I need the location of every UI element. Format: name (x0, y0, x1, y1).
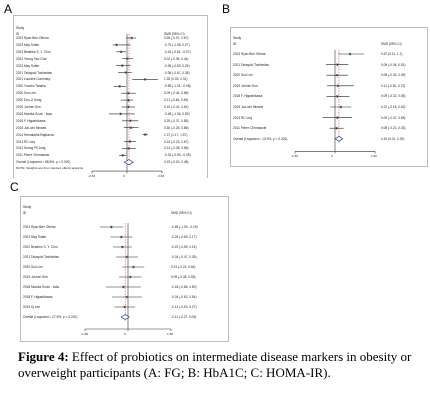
forest-header-effect: SMD (95% CI) (164, 32, 185, 36)
study-effect-text: 0.22 (-0.18, 0.62) (381, 105, 406, 109)
study-label: 2020 Soo Lim (16, 91, 36, 96)
x-axis-tick-label: 0 (124, 332, 126, 336)
study-label: 2022 May Sotter (16, 63, 40, 68)
study-point-dot (121, 51, 122, 52)
study-point-dot (122, 246, 123, 247)
study-point-dot (116, 44, 117, 45)
study-label: 2022 Beatrice S. Y. Choi (16, 49, 51, 54)
x-axis-tick-label: -2.63 (88, 174, 96, 179)
study-effect-text: -0.18 (-0.86, 0.50) (171, 285, 197, 289)
study-point-dot (129, 141, 130, 142)
overall-effect-text: 0.15 (-0.20, 0.48) (164, 160, 189, 165)
panel-b-frame (230, 27, 428, 167)
forest-header-study: Study (23, 205, 32, 209)
study-point-dot (145, 134, 146, 135)
study-effect-text: -0.65 (-1.09, -0.19) (171, 225, 198, 229)
study-point-dot (130, 276, 131, 277)
forest-plot-a (14, 16, 207, 188)
study-label: 2018 F. Higashikawa (23, 295, 53, 299)
panel-label-b: B (222, 2, 231, 16)
study-effect-text: 0.09 (-0.34, 0.51) (381, 62, 406, 67)
forest-plot-c (21, 197, 228, 341)
study-point-dot (128, 100, 129, 101)
caption-text: Effect of probiotics on intermediate disease markers in obesity or overweight participants (A: FG; B: HbA1C; C: HOMA-IR). (18, 349, 412, 380)
x-axis-tick-label: 0 (331, 154, 333, 159)
study-label: 2023 Ryan Ben Othma (233, 52, 266, 56)
study-point-dot (125, 72, 126, 73)
forest-header-study: Study (16, 26, 25, 30)
study-point-dot (120, 113, 121, 114)
study-label: 2020 Soo Lim (233, 73, 253, 78)
study-effect-text: 0.57 (0.11, 1.1) (381, 52, 403, 56)
study-point-dot (349, 53, 350, 54)
study-point-dot (130, 120, 131, 121)
study-point-dot (122, 65, 123, 66)
panel-a-frame (13, 15, 208, 189)
study-label: 2020 Soo Lim (23, 265, 43, 269)
study-point-dot (131, 37, 132, 38)
study-point-dot (128, 148, 129, 149)
study-point-dot (133, 266, 134, 267)
study-label: 2015 Kj Lee (23, 305, 41, 309)
study-label: 2019 Jochen Kim (233, 83, 258, 88)
x-axis-tick-label: 1.52 (371, 154, 378, 159)
study-effect-text: -0.36 (-0.83, 0.26) (164, 63, 190, 68)
panel-label-a: A (4, 2, 13, 16)
study-effect-text: -0.08 (-0.67, 0.35) (164, 70, 190, 75)
x-axis-tick-label: -1.52 (291, 154, 299, 159)
study-effect-text: -0.04 (-0.62, 0.54) (171, 295, 197, 299)
study-label: 2019 Jochen Kim (16, 105, 41, 109)
x-axis-tick-label: 2.63 (158, 174, 165, 179)
study-label: 2023 May Sotter (23, 235, 47, 239)
study-point-dot (336, 128, 337, 129)
study-effect-text: 0.02 (-0.36, 0.44) (164, 56, 189, 61)
study-label: 2015 Jun-ichi Minami (233, 105, 264, 109)
forest-plot-canvas-c (21, 197, 228, 341)
study-point-dot (337, 64, 338, 65)
study-effect-text: 0.06 (-0.21, 0.33) (381, 126, 406, 131)
overall-diamond (335, 136, 342, 141)
study-label: 2021 Takayuki Toshimitsu (23, 255, 60, 259)
study-point-dot (126, 256, 127, 257)
caption-label: Figure 4: (18, 349, 69, 364)
study-point-dot (124, 306, 125, 307)
study-effect-text: -0.22 (-0.59, 0.15) (171, 245, 197, 249)
study-point-dot (111, 226, 112, 227)
forest-plot-b (231, 28, 427, 166)
study-point-dot (126, 296, 127, 297)
study-effect-text: -0.48 (-1.36, 0.59) (164, 111, 190, 116)
study-point-dot (122, 155, 123, 156)
overall-effect-text: -0.11 (-0.27, 0.05) (171, 315, 197, 319)
study-point-dot (337, 117, 338, 118)
study-label: 2020 Yunoko Tanaka (16, 84, 46, 89)
study-effect-text: 0.35 (-0.07, 0.67) (164, 36, 189, 40)
x-axis-tick-label: 1.68 (167, 332, 174, 336)
study-label: 2018 Monika Szulc - Iwko (23, 285, 60, 289)
panel-a (0, 0, 210, 190)
study-point-dot (119, 86, 120, 87)
overall-effect-text: 0.15 (0.01, 0.29) (381, 136, 405, 141)
study-effect-text: -0.04 (-0.47, 0.39) (171, 255, 197, 259)
study-point-dot (128, 106, 129, 107)
forest-note: NOTE: Weights are from random effects analysis (16, 166, 84, 171)
overall-label: Overall (I-squared = 27.5%, p = 0.202) (23, 315, 78, 319)
study-label: 2023 Ryan Ben Othma (23, 225, 56, 229)
study-label: 2020 Eun-Ji Song (16, 98, 42, 103)
panel-c (0, 178, 230, 343)
study-effect-text: 0.09 (-0.47, 0.65) (381, 115, 406, 120)
study-effect-text: 0.30 (-0.25, 0.86) (164, 125, 189, 130)
study-effect-text: -0.32 (-0.59, -0.05) (164, 153, 191, 158)
study-label: 2018 Monika Szulc - Iwko (16, 111, 53, 116)
study-label: 2021 Lourdes Cominsky (16, 77, 51, 82)
study-effect-text: -0.26 (-0.69, 0.17) (171, 235, 197, 239)
study-label: 2018 F. Higashikawa (233, 94, 263, 99)
overall-diamond (124, 160, 133, 165)
study-effect-text: -0.13 (-0.53, 0.27) (171, 305, 197, 309)
study-effect-text: 0.10 (-0.41, 0.61) (164, 105, 189, 109)
forest-header-effect: SMD (95% CI) (171, 211, 192, 215)
study-effect-text: 0.11 (-0.30, 0.72) (381, 83, 406, 88)
study-point-dot (127, 58, 128, 59)
study-label: 2022 Yeong Soo Chin (16, 56, 47, 61)
study-effect-text: 1.37 (1.17, 1.57) (164, 132, 188, 137)
panel-label-c: C (10, 180, 19, 194)
study-effect-text: 0.22 (-0.23, 0.67) (164, 139, 189, 144)
study-point-dot (128, 93, 129, 94)
study-effect-text: 0.14 (-0.38, 0.66) (164, 146, 189, 151)
study-effect-text: -0.79 (-1.08, 0.27) (164, 42, 190, 47)
study-label: 2022 Beatrice S. Y. Choi (23, 245, 58, 249)
forest-header-id: ID (233, 42, 237, 46)
overall-label: Overall (I-squared = 88.8%, p = 0.000) (16, 160, 71, 165)
study-label: 2023 May Sotter (16, 42, 40, 47)
study-label: 2021 Takayuki Toshimitsu (233, 62, 270, 67)
study-label: 2018 F. Higashikawa (16, 118, 46, 123)
study-label: 2019 Jochen Kim (23, 275, 48, 279)
study-label: 2014 Hemalatha Rajkumar (16, 132, 54, 137)
study-point-dot (123, 286, 124, 287)
x-axis-tick-label: 0 (123, 174, 125, 179)
study-label: 2012 Seung Pil Jung (16, 146, 46, 151)
study-label: 2011 Pierre Chirmauste (233, 126, 267, 131)
study-label: 2013 RC Izzy (16, 139, 36, 144)
study-effect-text: 0.09 (-0.44, 0.66) (164, 91, 189, 96)
study-label: 2023 Ryan Ben-Othma (16, 36, 49, 40)
study-point-dot (337, 96, 338, 97)
overall-label: Overall (I-squared = 13.9%, p = 0.324) (233, 136, 288, 141)
study-effect-text: 0.25 (-0.37, 0.85) (164, 118, 189, 123)
study-point-dot (337, 85, 338, 86)
study-label: 2011 Pierre Chirmauste (16, 153, 50, 158)
study-point-dot (340, 106, 341, 107)
study-effect-text: -0.55 (-1.01, -0.08) (164, 84, 191, 89)
study-point-dot (337, 75, 338, 76)
study-point-dot (121, 236, 122, 237)
study-point-dot (144, 79, 145, 80)
forest-header-effect: SMD (95% CI) (381, 42, 402, 46)
study-effect-text: 0.09 (-0.35, 0.53) (171, 275, 196, 279)
figure-caption (18, 349, 414, 381)
forest-header-id: ID (23, 211, 27, 215)
study-effect-text: 0.11 (-0.46, 0.45) (164, 98, 189, 103)
forest-header-id: ID (16, 32, 20, 36)
study-point-dot (130, 127, 131, 128)
panel-c-frame (20, 196, 229, 342)
study-label: 2013 RC Izzy (233, 115, 253, 120)
study-effect-text: 1.35 (0.39, 2.31) (164, 77, 188, 82)
study-effect-text: 0.09 (-0.32, 0.55) (381, 94, 406, 99)
study-effect-text: -0.44 (-0.81, -0.07) (164, 49, 191, 54)
x-axis-tick-label: -1.68 (81, 332, 89, 336)
panel-b (220, 0, 430, 170)
study-effect-text: 0.08 (-0.33, 0.49) (381, 73, 406, 78)
study-label: 2015 Jun-ichi Minami (16, 125, 47, 130)
study-label: 2021 Takayuki Toshimitsu (16, 70, 53, 75)
study-effect-text: 0.21 (-0.22, 0.64) (171, 265, 196, 269)
forest-header-study: Study (233, 36, 242, 40)
